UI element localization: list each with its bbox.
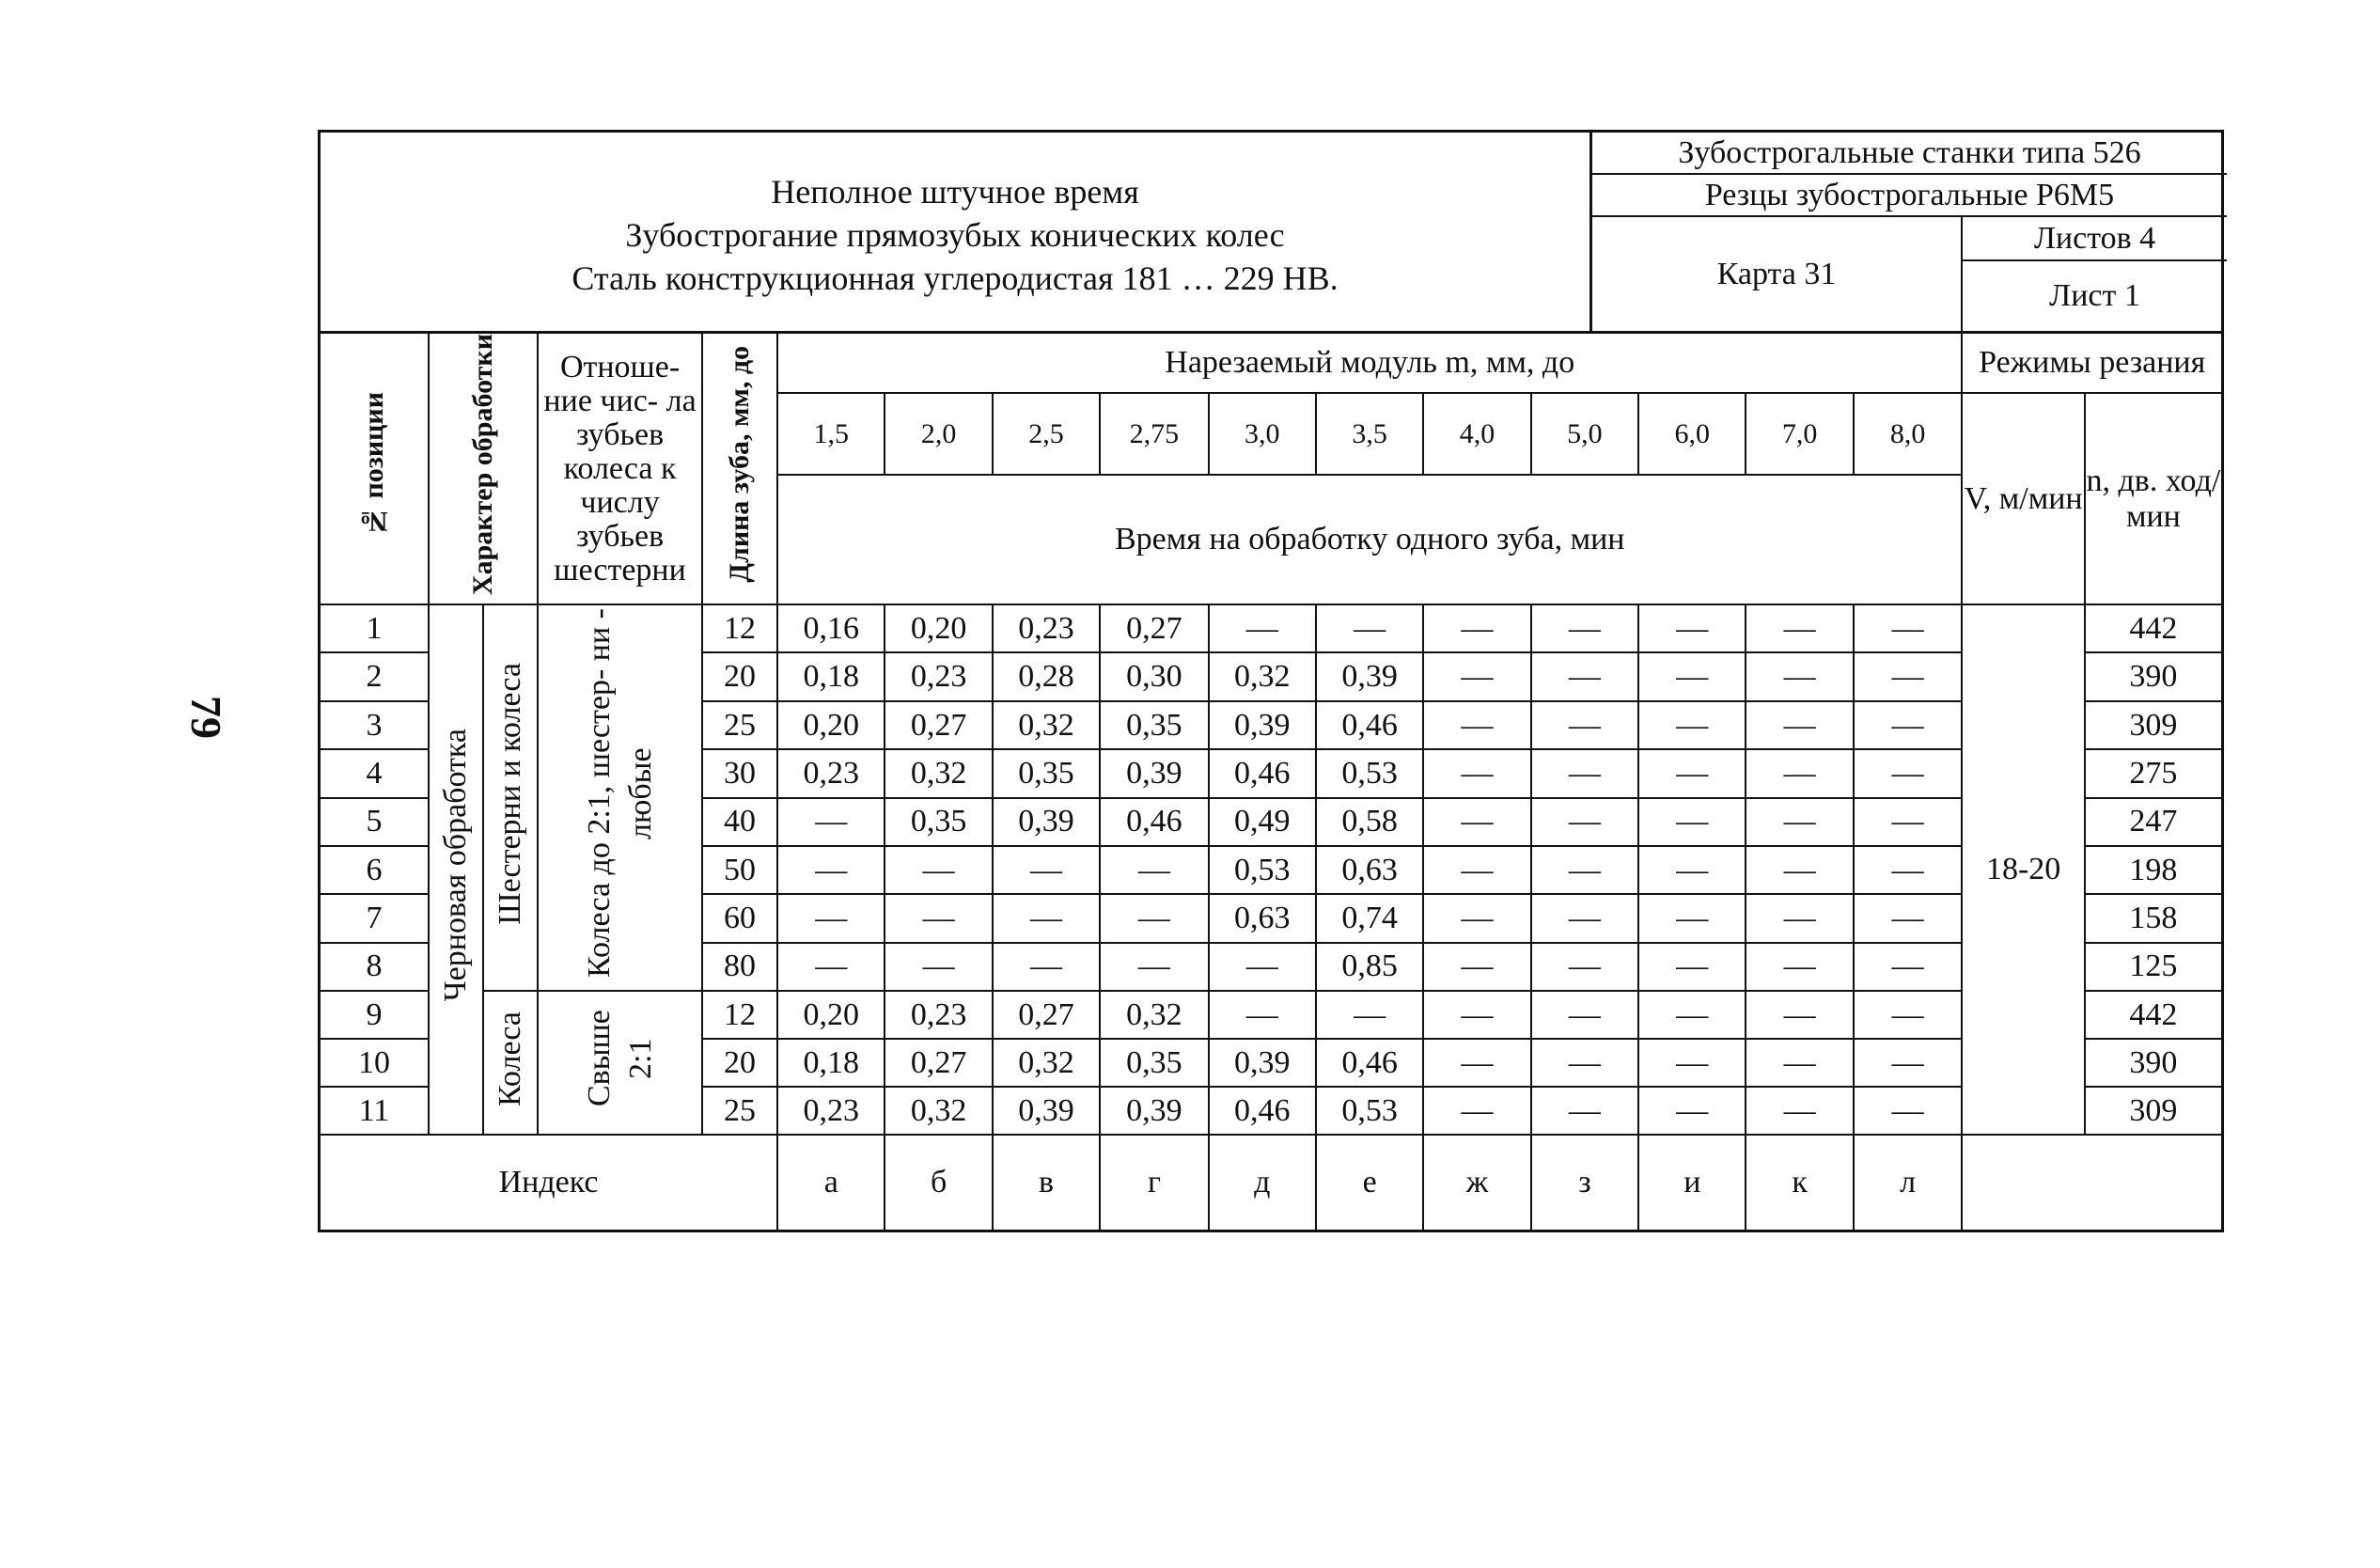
module-value: 3,5 [1316,393,1423,475]
n-value-cell: 390 [2085,652,2223,700]
time-cell: — [1638,749,1746,797]
v-value-cell: 18-20 [1962,604,2084,1135]
length-cell: 60 [702,894,777,942]
group2-ratio-cell [538,991,702,1135]
time-cell: — [1531,991,1638,1039]
time-cell: — [1746,1039,1853,1087]
position-cell: 8 [320,943,429,991]
time-cell: — [1100,943,1208,991]
col-character-header [429,333,538,605]
time-cell: 0,53 [1316,1087,1423,1135]
time-cell: — [1854,798,1963,846]
time-cell: 0,39 [1100,749,1208,797]
time-cell: 0,39 [1100,1087,1208,1135]
time-cell: 0,20 [885,604,992,652]
time-cell: — [1854,943,1963,991]
time-cell: — [1638,798,1746,846]
time-cell: 0,46 [1100,798,1208,846]
index-cell: а [777,1135,885,1231]
time-cell: 0,27 [993,991,1100,1039]
character-label: Черновая обработка [437,729,473,1002]
index-cell: и [1638,1135,1746,1231]
time-cell: — [1316,604,1423,652]
time-cell: — [1746,894,1853,942]
time-cell: 0,32 [1209,652,1316,700]
time-cell: — [1531,943,1638,991]
time-cell: 0,32 [885,749,992,797]
time-cell: 0,32 [993,701,1100,749]
time-cell: — [1531,1087,1638,1135]
length-cell: 80 [702,943,777,991]
time-cell: — [993,846,1100,894]
module-value: 3,0 [1209,393,1316,475]
time-cell: — [1423,991,1530,1039]
position-cell: 6 [320,846,429,894]
group1-part-label: Шестерни и колеса [493,662,528,925]
length-cell: 30 [702,749,777,797]
position-cell: 9 [320,991,429,1039]
time-cell: — [1854,846,1963,894]
position-cell: 10 [320,1039,429,1087]
module-header: Нарезаемый модуль m, мм, до [777,333,1962,394]
time-cell: — [885,943,992,991]
index-cell: з [1531,1135,1638,1231]
index-cell: д [1209,1135,1316,1231]
time-cell: — [1854,1039,1963,1087]
n-value-cell: 158 [2085,894,2223,942]
time-cell: — [1746,943,1853,991]
col-position-header [320,333,429,605]
index-row [320,1135,2223,1231]
time-cell: 0,20 [777,701,885,749]
time-cell: 0,23 [777,1087,885,1135]
time-cell: — [1854,894,1963,942]
time-cell: 0,46 [1209,749,1316,797]
position-cell: 1 [320,604,429,652]
module-value: 4,0 [1423,393,1530,475]
length-cell: 20 [702,652,777,700]
header-info-block [1589,133,2227,331]
time-cell: — [1209,991,1316,1039]
time-cell: — [1100,846,1208,894]
time-cell: — [1423,894,1530,942]
page-number: 79 [182,696,230,739]
time-cell: — [1423,846,1530,894]
n-header: n, дв. ход/мин [2085,393,2223,604]
time-cell: — [1316,991,1423,1039]
time-cell: 0,23 [993,604,1100,652]
index-cell: б [885,1135,992,1231]
time-cell: — [1638,846,1746,894]
time-cell: — [1854,652,1963,700]
time-cell: — [777,798,885,846]
length-cell: 50 [702,846,777,894]
n-value-cell: 309 [2085,701,2223,749]
n-value-cell: 125 [2085,943,2223,991]
module-value: 2,5 [993,393,1100,475]
time-cell: 0,27 [885,701,992,749]
time-cell: — [1423,749,1530,797]
module-value: 7,0 [1746,393,1853,475]
time-cell: — [1746,604,1853,652]
time-cell: 0,46 [1316,1039,1423,1087]
time-cell: — [993,943,1100,991]
position-cell: 7 [320,894,429,942]
col-character-label: Характер обработки [467,334,499,596]
time-cell: 0,23 [885,991,992,1039]
time-cell: — [777,943,885,991]
time-cell: 0,49 [1209,798,1316,846]
index-label: Индекс [320,1135,778,1231]
module-value: 2,75 [1100,393,1208,475]
time-cell: — [1854,1087,1963,1135]
time-cell: 0,39 [1316,652,1423,700]
time-cell: 0,63 [1316,846,1423,894]
n-value-cell: 198 [2085,846,2223,894]
title-line-1: Неполное штучное время [771,173,1139,211]
time-cell: 0,58 [1316,798,1423,846]
time-cell: — [1531,749,1638,797]
time-cell: 0,27 [1100,604,1208,652]
length-cell: 20 [702,1039,777,1087]
n-value-cell: 309 [2085,1087,2223,1135]
position-cell: 11 [320,1087,429,1135]
position-cell: 2 [320,652,429,700]
time-cell: 0,18 [777,652,885,700]
time-cell: — [1746,991,1853,1039]
col-position-label: № позиции [357,392,389,538]
time-cell: 0,35 [993,749,1100,797]
col-length-label: Длина зуба, мм, до [723,346,755,583]
time-cell: 0,18 [777,1039,885,1087]
index-cell: к [1746,1135,1853,1231]
time-cell: — [1209,604,1316,652]
time-cell: 0,35 [1100,1039,1208,1087]
time-cell: — [1423,943,1530,991]
time-cell: 0,32 [1100,991,1208,1039]
time-cell: 0,74 [1316,894,1423,942]
time-cell: — [1423,798,1530,846]
time-cell: — [1746,846,1853,894]
col-length-header [702,333,777,605]
group2-ratio-label: Свыше 2:1 [581,1010,658,1107]
table-row [320,604,2223,652]
sheet-number: Лист 1 [2049,278,2140,313]
group1-part-cell [483,604,538,991]
group2-part-cell [483,991,538,1135]
module-value: 6,0 [1638,393,1746,475]
time-cell: — [1746,701,1853,749]
time-cell: — [1531,701,1638,749]
length-cell: 25 [702,701,777,749]
time-cell: — [1638,943,1746,991]
time-cell: — [1100,894,1208,942]
position-cell: 3 [320,701,429,749]
time-cell: — [1746,749,1853,797]
length-cell: 12 [702,604,777,652]
time-table [318,331,2224,1232]
time-cell: 0,53 [1316,749,1423,797]
time-cell: — [1746,652,1853,700]
n-value-cell: 275 [2085,749,2223,797]
time-cell: — [777,846,885,894]
table-row [320,991,2223,1039]
time-cell: — [1423,701,1530,749]
time-cell: — [1423,652,1530,700]
time-cell: — [1638,1087,1746,1135]
time-cell: 0,39 [993,798,1100,846]
length-cell: 25 [702,1087,777,1135]
time-cell: — [1423,1087,1530,1135]
title-line-3: Сталь конструкционная углеродистая 181 … 229 НВ. [572,259,1339,297]
time-cell: — [885,894,992,942]
time-cell: 0,53 [1209,846,1316,894]
time-cell: — [1638,894,1746,942]
n-value-cell: 247 [2085,798,2223,846]
time-cell: — [1531,604,1638,652]
time-cell: 0,63 [1209,894,1316,942]
length-cell: 40 [702,798,777,846]
time-cell: 0,85 [1316,943,1423,991]
col-ratio-header: Отноше- ние чис- ла зубьев колеса к числу зубьев шестерни [538,333,702,605]
time-cell: — [1209,943,1316,991]
time-cell: 0,35 [1100,701,1208,749]
card-number: Карта 31 [1592,217,1963,331]
time-cell: — [1638,701,1746,749]
n-value-cell: 442 [2085,991,2223,1039]
time-cell: — [1531,846,1638,894]
index-cell: ж [1423,1135,1530,1231]
time-cell: — [1531,798,1638,846]
time-cell: 0,46 [1316,701,1423,749]
module-value: 1,5 [777,393,885,475]
time-cell: 0,46 [1209,1087,1316,1135]
time-cell: — [1531,1039,1638,1087]
time-cell: 0,27 [885,1039,992,1087]
time-cell: — [777,894,885,942]
time-cell: — [885,846,992,894]
time-cell: — [1854,604,1963,652]
group2-part-label: Колеса [493,1011,528,1106]
time-cell: — [1854,701,1963,749]
machine-type: Зубострогальные станки типа 526 [1592,133,2227,175]
time-cell: — [1746,798,1853,846]
time-cell: — [1423,1039,1530,1087]
header [318,130,2224,331]
index-cell: г [1100,1135,1208,1231]
time-header: Время на обработку одного зуба, мин [777,475,1962,604]
module-value: 2,0 [885,393,992,475]
character-cell [429,604,483,1135]
time-cell: 0,16 [777,604,885,652]
time-cell: — [1531,894,1638,942]
time-cell: — [1638,991,1746,1039]
time-cell: — [1531,652,1638,700]
time-cell: 0,20 [777,991,885,1039]
sheets-total: Листов 4 [1963,217,2227,261]
time-cell: 0,23 [885,652,992,700]
time-cell: — [1423,604,1530,652]
time-cell: 0,23 [777,749,885,797]
time-cell: — [1638,604,1746,652]
index-cell: в [993,1135,1100,1231]
time-cell: — [993,894,1100,942]
time-cell: 0,32 [885,1087,992,1135]
position-cell: 4 [320,749,429,797]
module-value: 5,0 [1531,393,1638,475]
time-cell: — [1638,652,1746,700]
length-cell: 12 [702,991,777,1039]
title-line-2: Зубострогание прямозубых конических колес [625,216,1285,254]
tool-type: Резцы зубострогальные Р6М5 [1592,175,2227,217]
header-title [321,170,1589,300]
time-cell: 0,30 [1100,652,1208,700]
time-cell: 0,32 [993,1039,1100,1087]
v-header: V, м/мин [1962,393,2084,604]
index-empty-cell [1962,1135,2222,1231]
time-cell: 0,39 [1209,701,1316,749]
time-cell: — [1638,1039,1746,1087]
time-cell: — [1854,749,1963,797]
group1-ratio-cell [538,604,702,991]
index-cell: е [1316,1135,1423,1231]
group1-ratio-label: Колеса до 2:1, шестер- ни - любые [581,608,658,979]
index-cell: л [1854,1135,1963,1231]
time-cell: 0,39 [993,1087,1100,1135]
modes-header: Режимы резания [1962,333,2222,394]
position-cell: 5 [320,798,429,846]
n-value-cell: 390 [2085,1039,2223,1087]
time-cell: 0,28 [993,652,1100,700]
time-cell: 0,35 [885,798,992,846]
time-cell: — [1746,1087,1853,1135]
n-value-cell: 442 [2085,604,2223,652]
time-cell: — [1854,991,1963,1039]
time-cell: 0,39 [1209,1039,1316,1087]
module-value: 8,0 [1854,393,1963,475]
